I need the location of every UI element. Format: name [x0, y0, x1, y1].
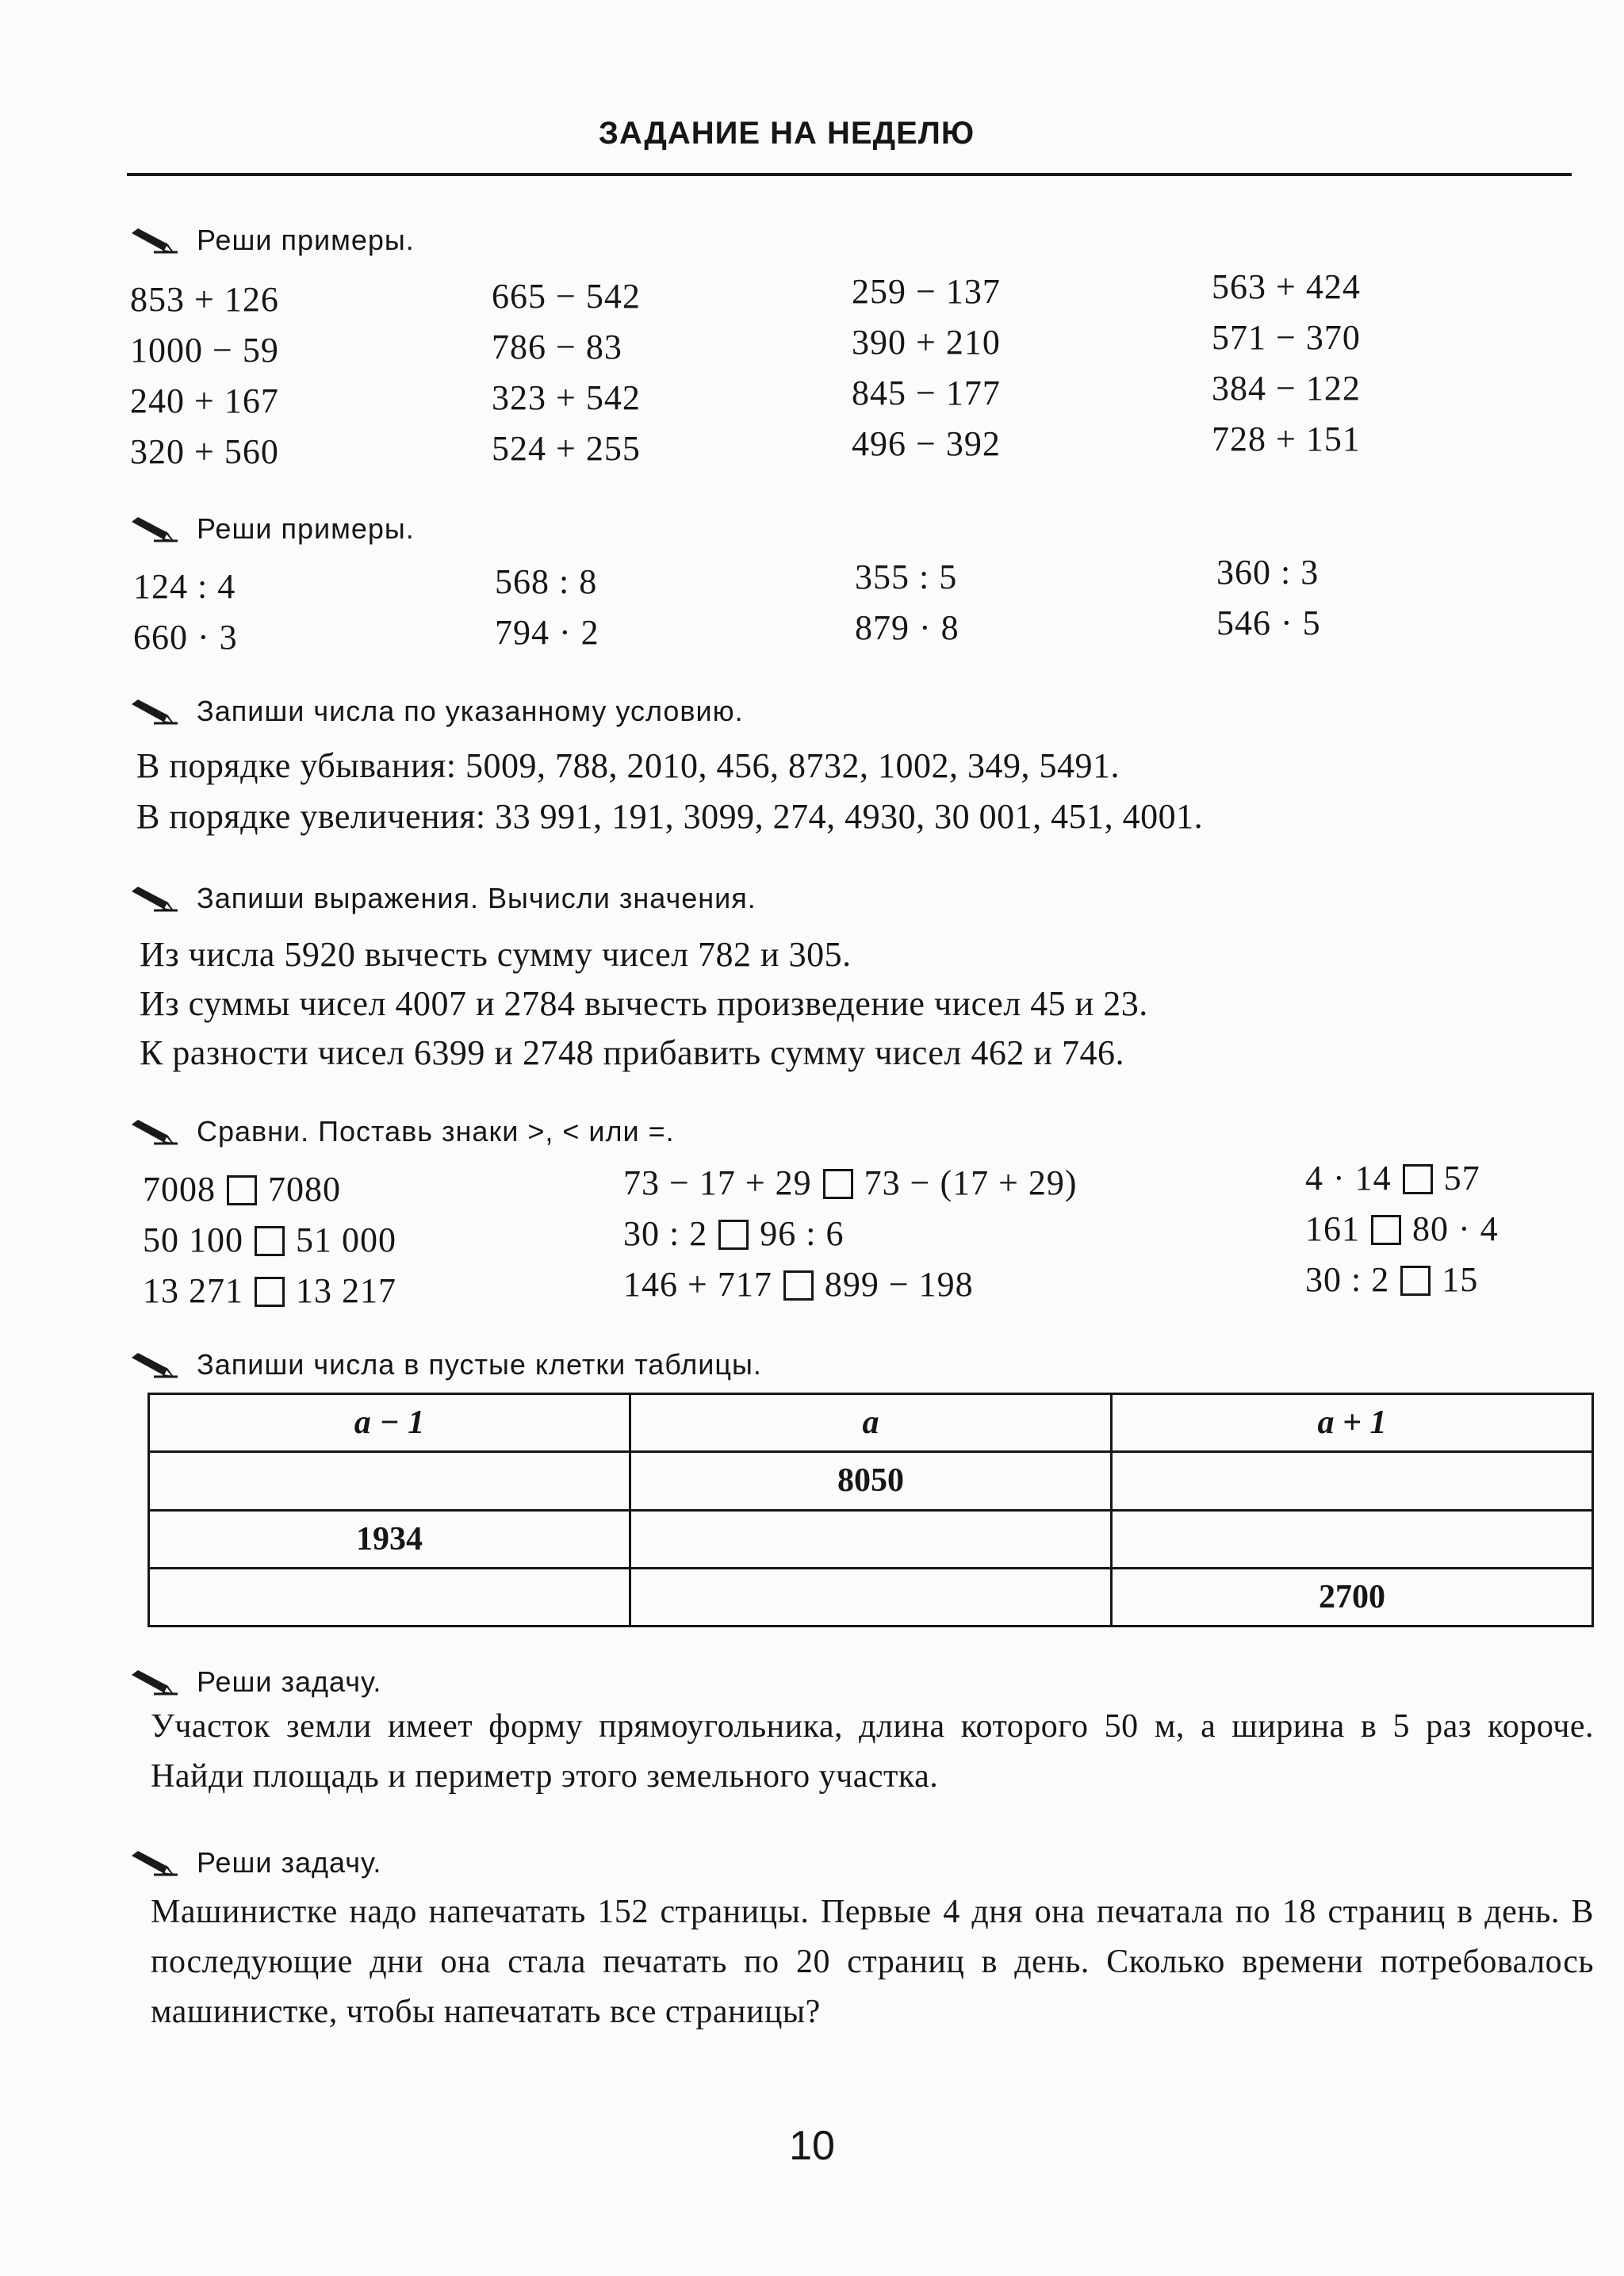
task-heading [130, 1348, 762, 1381]
table-row [149, 1510, 1593, 1568]
page-number: 10 [789, 2123, 835, 2169]
number-sequence-ascending: В порядке увеличения: 33 991, 191, 3099, 274, 4930, 30 001, 451, 4001. [136, 797, 1204, 836]
table-cell[interactable]: 1934 [149, 1510, 630, 1568]
column-header: a [630, 1394, 1112, 1452]
pencil-icon [130, 1351, 179, 1378]
example: 1000 − 59 [130, 331, 279, 370]
compare-row: 30 : 2 96 : 6 [623, 1214, 845, 1253]
task-heading-text: Реши примеры. [197, 224, 415, 256]
column-header: a − 1 [149, 1394, 630, 1452]
example: 853 + 126 [130, 280, 279, 319]
pencil-icon [130, 515, 179, 542]
pencil-icon [130, 1669, 179, 1696]
answer-box[interactable] [255, 1277, 285, 1307]
header-divider [127, 173, 1572, 176]
page-title: ЗАДАНИЕ НА НЕДЕЛЮ [598, 116, 975, 151]
pencil-icon [130, 698, 179, 725]
example: 496 − 392 [852, 424, 1001, 463]
compare-row: 13 271 13 217 [143, 1271, 396, 1310]
task-heading [130, 1665, 381, 1699]
example: 240 + 167 [130, 381, 279, 420]
example: 323 + 542 [492, 378, 641, 417]
example: 360 : 3 [1216, 553, 1320, 592]
task-heading-text: Запиши выражения. Вычисли значения. [197, 882, 756, 914]
task-heading [130, 695, 744, 728]
answer-box[interactable] [255, 1226, 285, 1256]
task-heading [130, 512, 415, 546]
example: 786 − 83 [492, 328, 622, 366]
example: 524 + 255 [492, 429, 641, 468]
compare-row: 73 − 17 + 29 73 − (17 + 29) [623, 1163, 1078, 1202]
task-heading-text: Запиши числа в пустые клетки таблицы. [197, 1348, 762, 1381]
answer-box[interactable] [1403, 1164, 1433, 1194]
example: 124 : 4 [133, 567, 236, 606]
expression-statement: К разности чисел 6399 и 2748 прибавить сумму чисел 462 и 746. [140, 1033, 1124, 1072]
answer-box[interactable] [1371, 1215, 1401, 1245]
example: 728 + 151 [1212, 420, 1361, 458]
task-heading [130, 224, 415, 257]
task-heading [130, 1115, 675, 1148]
example: 568 : 8 [495, 562, 598, 601]
values-table [147, 1393, 1594, 1627]
example: 665 − 542 [492, 277, 641, 316]
table-cell[interactable]: 2700 [1112, 1568, 1593, 1626]
table-cell[interactable] [149, 1568, 630, 1626]
task-heading-text: Запиши числа по указанному условию. [197, 695, 744, 727]
example: 546 · 5 [1216, 603, 1321, 642]
pencil-icon [130, 1849, 179, 1876]
example: 320 + 560 [130, 432, 279, 471]
pencil-icon [130, 1118, 179, 1145]
pencil-icon [130, 885, 179, 912]
expression-statement: Из числа 5920 вычесть сумму чисел 782 и 305. [140, 935, 852, 974]
answer-box[interactable] [227, 1175, 257, 1205]
task-heading [130, 1846, 381, 1879]
answer-box[interactable] [1400, 1266, 1431, 1296]
example: 794 · 2 [495, 613, 599, 652]
table-row [149, 1452, 1593, 1510]
table-cell[interactable] [630, 1510, 1112, 1568]
table-cell[interactable] [630, 1568, 1112, 1626]
word-problem: Машинистке надо напечатать 152 страницы. Первые 4 дня она печатала по 18 страниц в день. В последующие дни она стала печатать по 20 страниц в день. Сколько времени потребовалось машинистке, чтобы напечатать все страницы? [151, 1894, 1594, 2030]
task-heading-text: Реши задачу. [197, 1846, 382, 1879]
compare-row: 7008 7080 [143, 1170, 341, 1209]
compare-row: 50 100 51 000 [143, 1220, 396, 1259]
table-cell[interactable] [149, 1452, 630, 1510]
compare-row: 146 + 717 899 − 198 [623, 1265, 974, 1304]
expression-statement: Из суммы чисел 4007 и 2784 вычесть произведение чисел 45 и 23. [140, 984, 1148, 1023]
answer-box[interactable] [823, 1169, 853, 1199]
example: 355 : 5 [855, 558, 958, 596]
pencil-icon [130, 227, 179, 254]
number-sequence-descending: В порядке убывания: 5009, 788, 2010, 456, 8732, 1002, 349, 5491. [136, 746, 1120, 785]
table-cell[interactable] [1112, 1452, 1593, 1510]
task-heading [130, 882, 756, 915]
example: 390 + 210 [852, 323, 1001, 362]
task-heading-text: Реши задачу. [197, 1665, 382, 1698]
table-row [149, 1568, 1593, 1626]
compare-row: 30 : 2 15 [1305, 1260, 1479, 1299]
compare-row: 161 80 · 4 [1305, 1209, 1499, 1248]
example: 571 − 370 [1212, 318, 1361, 357]
answer-box[interactable] [718, 1220, 749, 1250]
task-heading-text: Сравни. Поставь знаки >, < или =. [197, 1115, 675, 1148]
answer-box[interactable] [783, 1270, 814, 1301]
example: 384 − 122 [1212, 369, 1361, 408]
compare-row: 4 · 14 57 [1305, 1159, 1480, 1197]
example: 845 − 177 [852, 374, 1001, 412]
example: 259 − 137 [852, 272, 1001, 311]
table-cell[interactable]: 8050 [630, 1452, 1112, 1510]
column-header: a + 1 [1112, 1394, 1593, 1452]
word-problem: Участок земли имеет форму прямоугольника, длина которого 50 м, а ширина в 5 раз короче. Найди площадь и периметр этого земельного участка. [151, 1708, 1594, 1795]
table-cell[interactable] [1112, 1510, 1593, 1568]
example: 879 · 8 [855, 608, 959, 647]
task-heading-text: Реши примеры. [197, 512, 415, 545]
example: 563 + 424 [1212, 267, 1361, 306]
table-header-row [149, 1394, 1593, 1452]
example: 660 · 3 [133, 618, 238, 657]
